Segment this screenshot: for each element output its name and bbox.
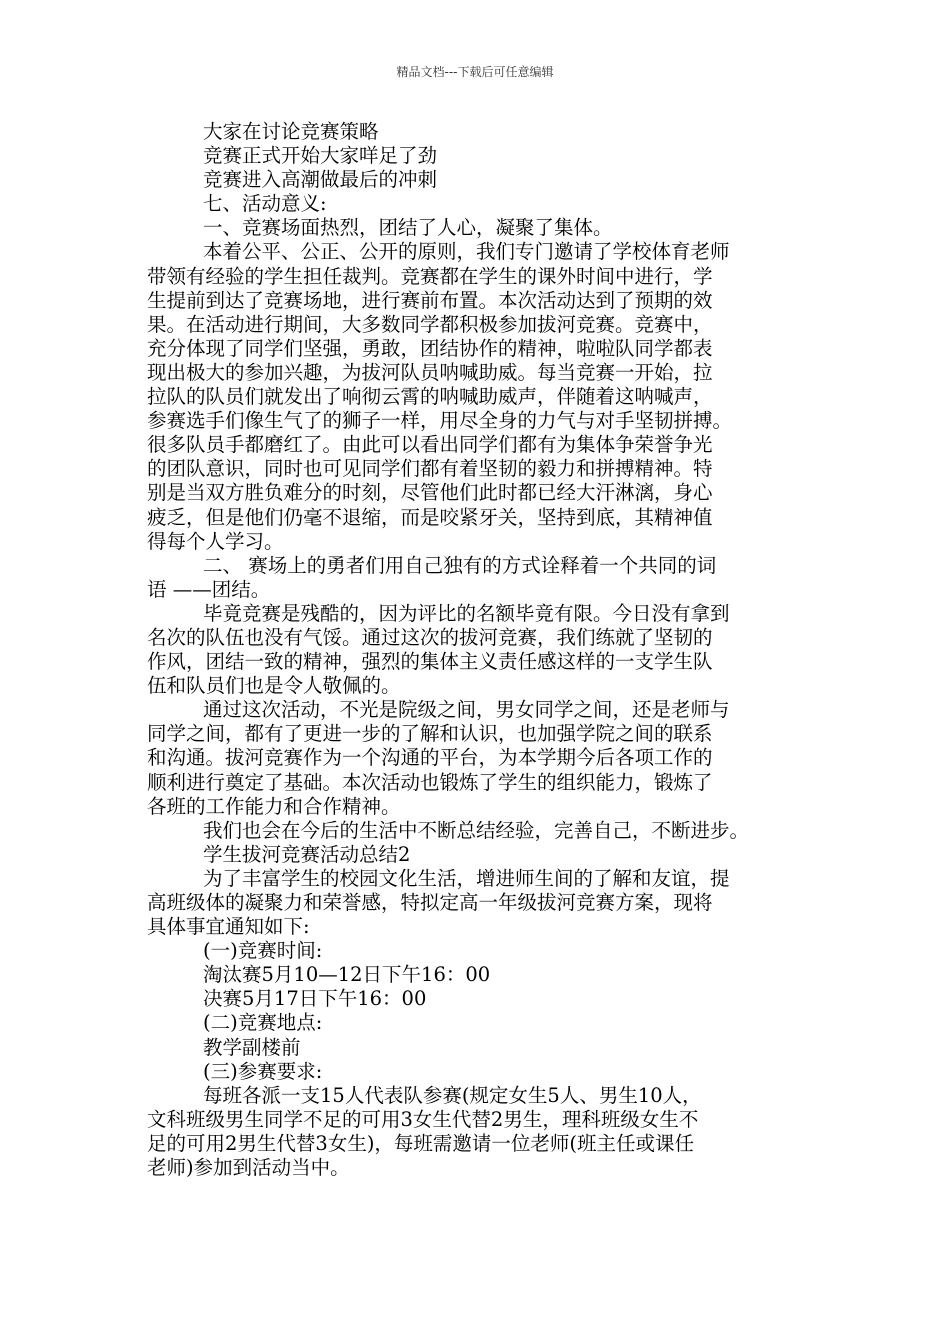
text-line: 果。在活动进行期间，大多数同学都积极参加拔河竞赛。竞赛中， [147, 312, 713, 336]
text-line: 充分体现了同学们坚强，勇敢，团结协作的精神，啦啦队同学都表 [147, 336, 713, 360]
text-line: 本着公平、公正、公开的原则，我们专门邀请了学校体育老师 [203, 240, 730, 264]
text-line: 带领有经验的学生担任裁判。竞赛都在学生的课外时间中进行，学 [147, 264, 713, 288]
text-line: 语 ——团结。 [147, 577, 271, 601]
text-line: 作风，团结一致的精神，强烈的集体主义责任感这样的一支学生队 [147, 650, 713, 674]
text-line: 同学之间，都有了更进一步的了解和认识，也加强学院之间的联系 [147, 722, 713, 746]
text-line: 别是当双方胜负难分的时刻，尽管他们此时都已经大汗淋漓，身心 [147, 481, 713, 505]
text-line: 每班各派一支15人代表队参赛(规定女生5人、男生10人， [203, 1083, 702, 1107]
text-line: 各班的工作能力和合作精神。 [147, 794, 401, 818]
text-line: 二、 赛场上的勇者们用自己独有的方式诠释着一个共同的词 [203, 553, 717, 577]
text-line: (三)参赛要求: [203, 1059, 323, 1083]
text-line: 很多队员手都磨红了。由此可以看出同学们都有为集体争荣誉争光 [147, 433, 713, 457]
text-line: 淘汰赛5月10—12日下午16：00 [203, 963, 491, 987]
text-line: 伍和队员们也是令人敬佩的。 [147, 674, 401, 698]
page-header: 精品文档---下载后可任意编辑 [396, 65, 554, 79]
text-line: 一、竞赛场面热烈，团结了人心，凝聚了集体。 [203, 216, 613, 240]
text-line: 顺利进行奠定了基础。本次活动也锻炼了学生的组织能力，锻炼了 [147, 770, 713, 794]
text-line: 文科班级男生同学不足的可用3女生代替2男生，理科班级女生不 [147, 1107, 699, 1131]
text-line: 我们也会在今后的生活中不断总结经验，完善自己，不断进步。 [203, 818, 750, 842]
text-line: 七、活动意义: [203, 192, 327, 216]
text-line: 名次的队伍也没有气馁。通过这次的拔河竞赛，我们练就了坚韧的 [147, 625, 713, 649]
text-line: 学生拔河竞赛活动总结2 [203, 842, 411, 866]
text-line: 大家在讨论竞赛策略 [203, 120, 379, 143]
text-line: 现出极大的参加兴趣，为拔河队员呐喊助威。每当竞赛一开始，拉 [147, 360, 713, 384]
text-line: 通过这次活动，不光是院级之间，男女同学之间，还是老师与 [203, 698, 730, 722]
document-body [147, 120, 827, 1180]
text-line: 老师)参加到活动当中。 [147, 1156, 350, 1180]
text-line: 具体事宜通知如下: [147, 915, 310, 939]
text-line: 生提前到达了竞赛场地，进行赛前布置。本次活动达到了预期的效 [147, 288, 713, 312]
text-line: 和沟通。拔河竞赛作为一个沟通的平台，为本学期今后各项工作的 [147, 746, 713, 770]
text-line: 竞赛进入高潮做最后的冲刺 [203, 168, 438, 192]
text-line: (二)竞赛地点: [203, 1011, 323, 1035]
text-line: 参赛选手们像生气了的狮子一样，用尽全身的力气与对手坚韧拼搏。 [147, 409, 733, 433]
text-line: 得每个人学习。 [147, 529, 284, 553]
text-line: (一)竞赛时间: [203, 939, 323, 963]
text-line: 毕竟竞赛是残酷的，因为评比的名额毕竟有限。今日没有拿到 [203, 601, 730, 625]
text-line: 疲乏，但是他们仍毫不退缩，而是咬紧牙关，坚持到底，其精神值 [147, 505, 713, 529]
text-line: 的团队意识，同时也可见同学们都有着坚韧的毅力和拼搏精神。特 [147, 457, 713, 481]
text-line: 拉队的队员们就发出了响彻云霄的呐喊助威声，伴随着这呐喊声， [147, 385, 713, 409]
text-line: 足的可用2男生代替3女生)，每班需邀请一位老师(班主任或课任 [147, 1131, 695, 1155]
text-line: 竞赛正式开始大家咩足了劲 [203, 144, 438, 168]
text-line: 教学副楼前 [203, 1035, 301, 1059]
text-line: 为了丰富学生的校园文化生活，增进师生间的了解和友谊，提 [203, 866, 730, 890]
text-line: 决赛5月17日下午16：00 [203, 987, 427, 1011]
text-line: 高班级体的凝聚力和荣誉感，特拟定高一年级拔河竞赛方案，现将 [147, 891, 713, 914]
